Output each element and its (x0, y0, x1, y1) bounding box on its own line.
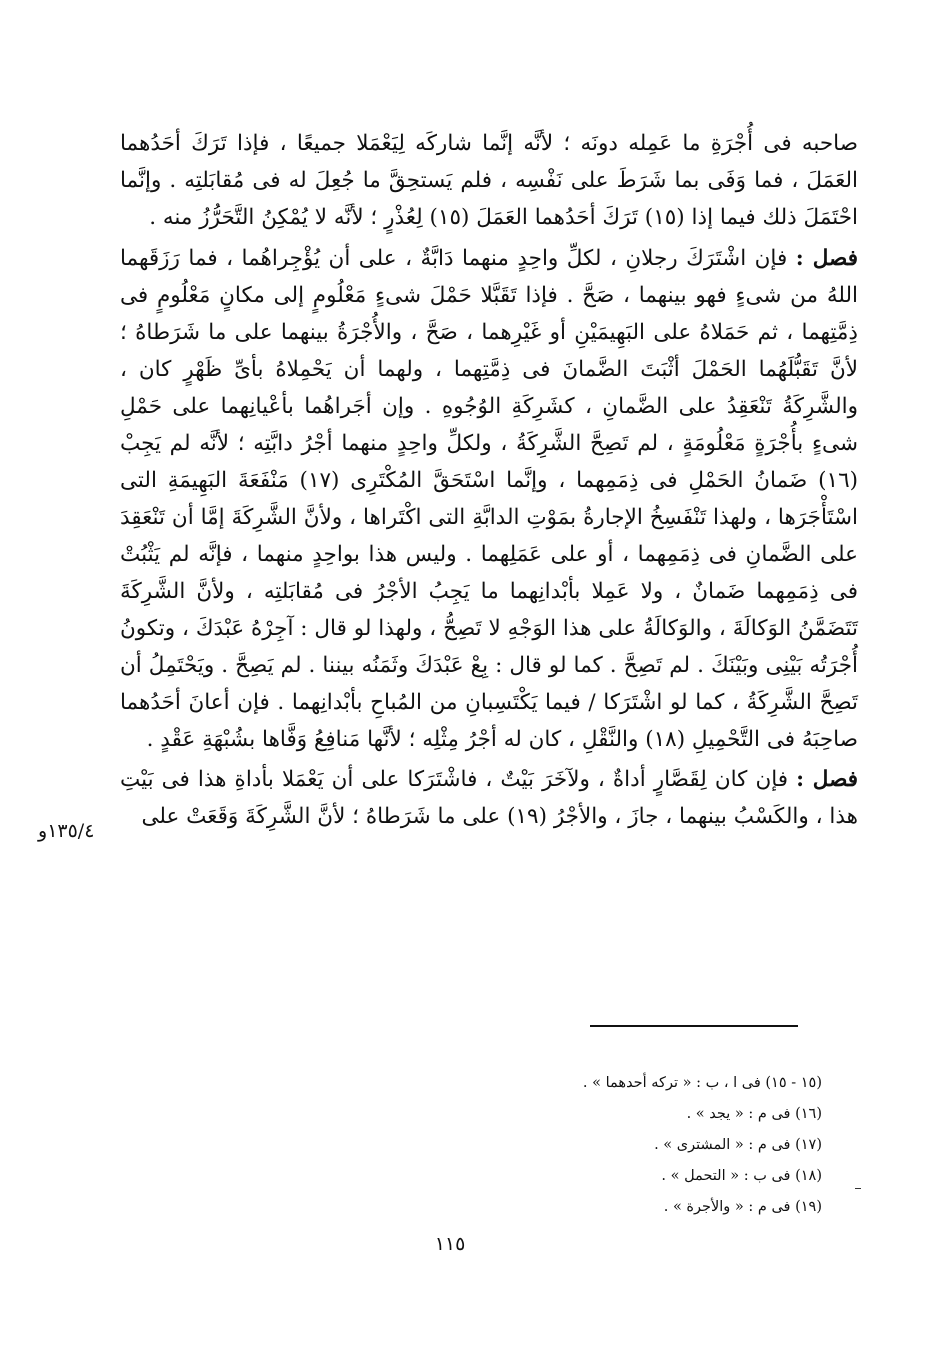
footnote-item: (١٩) فى م : « والأجرة » . (663, 1199, 822, 1215)
page-number: ١١٥ (434, 1233, 466, 1255)
main-text (120, 126, 858, 840)
footnote-item: (١٨) فى ب : « التحمل » . (661, 1168, 822, 1184)
margin-folio-reference: ١٣٥/٤و (38, 820, 95, 842)
paragraph-2-text: فإن اشْتَرَكَ رجلانِ ، لكلِّ واحِدٍ منهما دَابَّةٌ ، على أن يُؤْجِراهُما ، فما رَزَقَهما اللهُ من شىءٍ فهو بينهما ، صَحَّ . فإذا تَقَبَّلا حَمْلَ شىءٍ مَعْلُومٍ إلى مكانٍ مَعْلُومٍ فى ذِمَّتِهما ، ثم حَمَلاهُ على البَهِيمَيْنِ أو غَيْرِهما ، صَحَّ ، والأُجْرَةُ بينهما على ما شَرَطاهُ ؛ لأنَّ تَقَبُّلَهُما الحَمْلَ أثْبَتَ الضَّمانَ فى ذِمَّتِهما ، ولهما أن يَحْمِلاهُ بأىِّ ظَهْرٍ كان ، والشَّرِكَةُ تَنْعَقِدُ على الضَّمانِ ، كشَرِكَةِ الوُجُوهِ . وإن أجَراهُما بأعْيانِهما على حَمْلِ شىءٍ بأُجْرَةٍ مَعْلُومَةٍ ، لم تَصِحَّ الشَّرِكَةُ ، ولكلِّ واحِدٍ منهما أجْرُ دابَّتِه ؛ لأنَّه لم يَجِبْ (١٦) ضَمانُ الحَمْلِ فى ذِمَمِهما ، وإنَّما اسْتَحَقَّ المُكْتَرِى (١٧) مَنْفَعَةَ البَهِيمَةِ التى اسْتَأْجَرَها ، ولهذا تَنْفَسِخُ الإجارةُ بمَوْتِ الدابَّةِ التى اكْتَراها ، ولأنَّ الشَّرِكَةَ إمَّا أن تَنْعَقِدَ على الضَّمانِ فى ذِمَمِهما ، أو على عَمَلِهما . وليس هذا بواحِدٍ منهما ، فإنَّه لم يَثْبُتْ فى ذِمَمِهما ضَمانٌ ، ولا عَمِلا بأبْدانِهما ما يَجِبُ الأجْرُ فى مُقابَلتِه ، ولأنَّ الشَّرِكَةَ تَتَضَمَّنُ الوَكالَةَ ، والوَكالَةُ على هذا الوَجْهِ لا تَصِحُّ ، ولهذا لو قال : آجِرْهُ عَبْدَكَ ، وتكونُ أُجْرَتُه بَيْنِى وبَيْنَكَ . لم تَصِحَّ . كما لو قال : بِعْ عَبْدَكَ وثَمَنُه بيننا . لم يَصِحَّ . ويَحْتَمِلُ أن تَصِحَّ الشَّرِكَةُ ، كما لو اشْتَرَكا / فيما يَكْتَسِبانِ من المُباحِ بأبْدانِهما . فإن أعانَ أحَدُهما صاحِبَهُ فى التَّحْمِيلِ (١٨) والنَّقْلِ ، كان له أجْرُ مِثْلِه ؛ لأنَّها مَنافِعُ وَفَّاها بشُبْهَةِ عَقْدٍ . (120, 245, 859, 752)
section-label: فصل : (796, 767, 858, 793)
footnote-item: (١٦) فى م : « يجد » . (686, 1106, 822, 1122)
paragraph-1-text: صاحبه فى أُجْرَةِ ما عَمِله دونَه ؛ لأنَّه إنَّما شاركَه لِيَعْمَلا جميعًا ، فإذا تَرَكَ أحَدُهما العَمَلَ ، فما وَفَى بما شَرَطَ على نَفْسِه ، فلم يَستحِقَّ ما جُعِلَ له فى مُقابَلتِه . وإنَّما احْتَمَلَ ذلك فيما إذا (١٥) تَرَكَ أحَدُهما العَمَلَ (١٥) لِعُذْرٍ ؛ لأنَّه لا يُمْكِنُ التَّحَرُّزُ منه . (120, 131, 858, 230)
footnotes (583, 1068, 822, 1223)
paragraph-2 (120, 241, 858, 759)
footnote-divider (590, 1025, 798, 1027)
paragraph-1 (120, 126, 858, 237)
paragraph-3-text: فإن كان لِقَصَّارٍ أداةٌ ، ولآخَرَ بَيْتٌ ، فاشْتَرَكا على أن يَعْمَلا بأداةِ هذا فى بَيْتِ هذا ، والكَسْبُ بينهما ، جازَ ، والأجْرُ (١٩) على ما شَرَطاهُ ؛ لأنَّ الشَّرِكَةَ وَقَعَتْ على (120, 767, 858, 830)
paragraph-3 (120, 762, 858, 836)
margin-tick-mark (855, 1188, 861, 1189)
section-label: فصل : (795, 245, 858, 271)
footnote-item: (١٧) فى م : « المشترى » . (654, 1137, 822, 1153)
footnote-item: (١٥ - ١٥) فى ا ، ب : « تركه أحدهما » . (582, 1075, 822, 1091)
